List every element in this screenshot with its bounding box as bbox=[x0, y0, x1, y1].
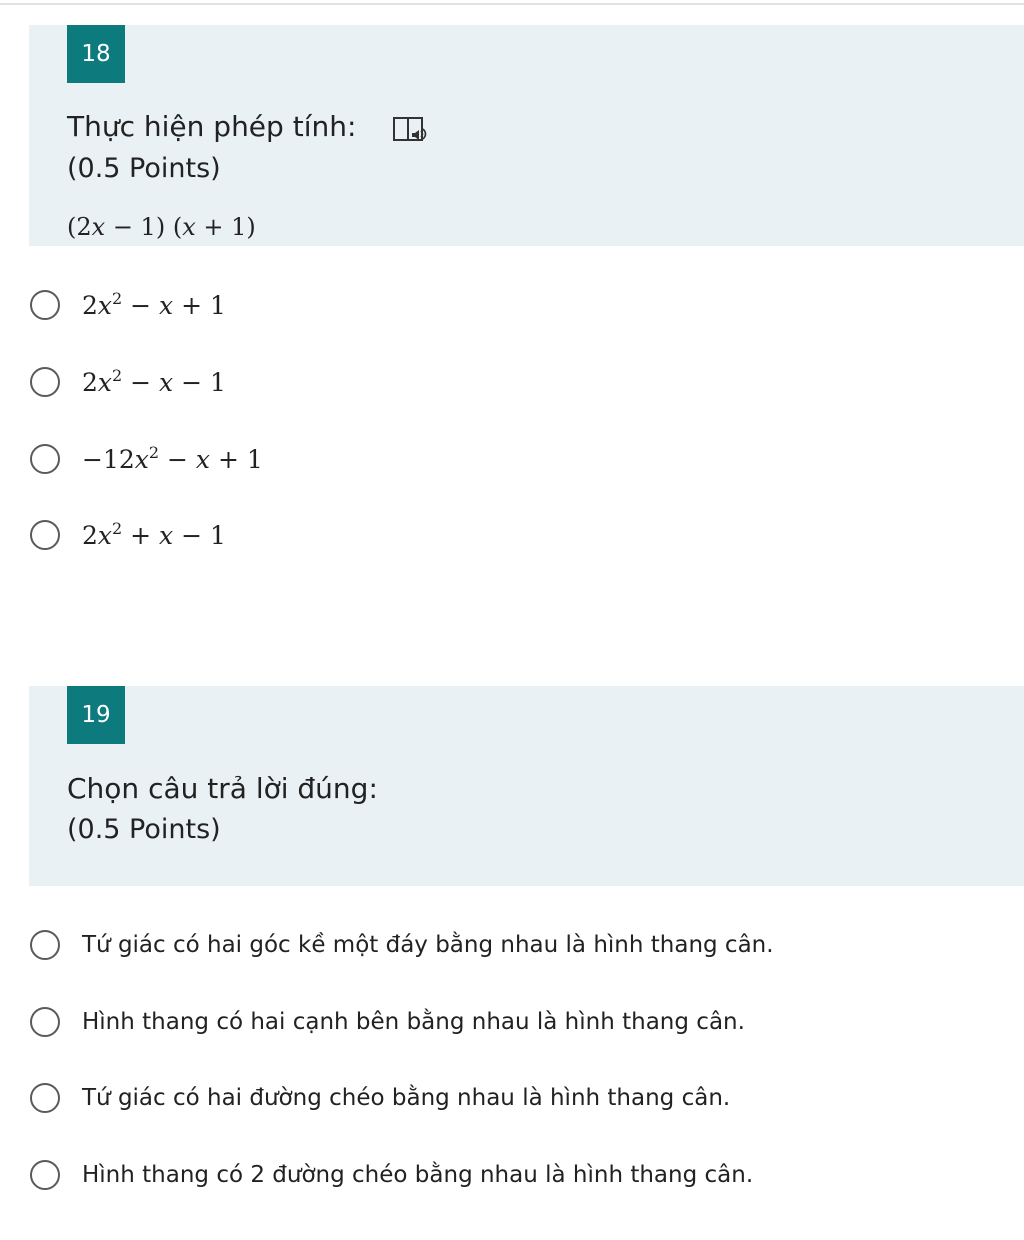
radio-button[interactable] bbox=[30, 1160, 60, 1190]
answer-option[interactable] bbox=[30, 1078, 730, 1118]
answer-option-label: Hình thang có hai cạnh bên bằng nhau là hình thang cân. bbox=[82, 1009, 745, 1035]
answer-option[interactable] bbox=[30, 285, 226, 325]
answer-option-label: Tứ giác có hai góc kề một đáy bằng nhau là hình thang cân. bbox=[82, 932, 774, 958]
question-points: (0.5 Points) bbox=[67, 153, 221, 184]
answer-option-label: Hình thang có 2 đường chéo bằng nhau là hình thang cân. bbox=[82, 1162, 754, 1188]
answer-option-label: $2x^2 - x - 1$ bbox=[82, 365, 226, 397]
question-points: (0.5 Points) bbox=[67, 814, 221, 845]
top-divider bbox=[0, 3, 1024, 5]
answer-option[interactable] bbox=[30, 362, 226, 402]
radio-button[interactable] bbox=[30, 930, 60, 960]
radio-button[interactable] bbox=[30, 444, 60, 474]
radio-button[interactable] bbox=[30, 290, 60, 320]
answer-option-label: Tứ giác có hai đường chéo bằng nhau là hình thang cân. bbox=[82, 1085, 731, 1111]
question-expression: (2x − 1) (x + 1) bbox=[67, 213, 256, 241]
answer-option[interactable] bbox=[30, 439, 263, 479]
answer-option[interactable] bbox=[30, 925, 774, 965]
radio-button[interactable] bbox=[30, 520, 60, 550]
answer-option-label: $2x^2 - x + 1$ bbox=[82, 288, 226, 320]
question-18-header bbox=[29, 25, 1024, 246]
question-number-badge: 19 bbox=[67, 686, 125, 744]
immersive-reader-icon[interactable] bbox=[392, 115, 428, 145]
question-title: Chọn câu trả lời đúng: bbox=[67, 772, 378, 805]
radio-button[interactable] bbox=[30, 367, 60, 397]
question-19-header bbox=[29, 686, 1024, 886]
answer-option[interactable] bbox=[30, 1002, 745, 1042]
answer-option-label: $2x^2 + x - 1$ bbox=[82, 518, 226, 550]
answer-option[interactable] bbox=[30, 1155, 753, 1195]
answer-option[interactable] bbox=[30, 515, 226, 555]
question-number-badge: 18 bbox=[67, 25, 125, 83]
question-title: Thực hiện phép tính: bbox=[67, 110, 357, 143]
answer-option-label: $-12x^2 - x + 1$ bbox=[82, 442, 263, 474]
radio-button[interactable] bbox=[30, 1083, 60, 1113]
radio-button[interactable] bbox=[30, 1007, 60, 1037]
